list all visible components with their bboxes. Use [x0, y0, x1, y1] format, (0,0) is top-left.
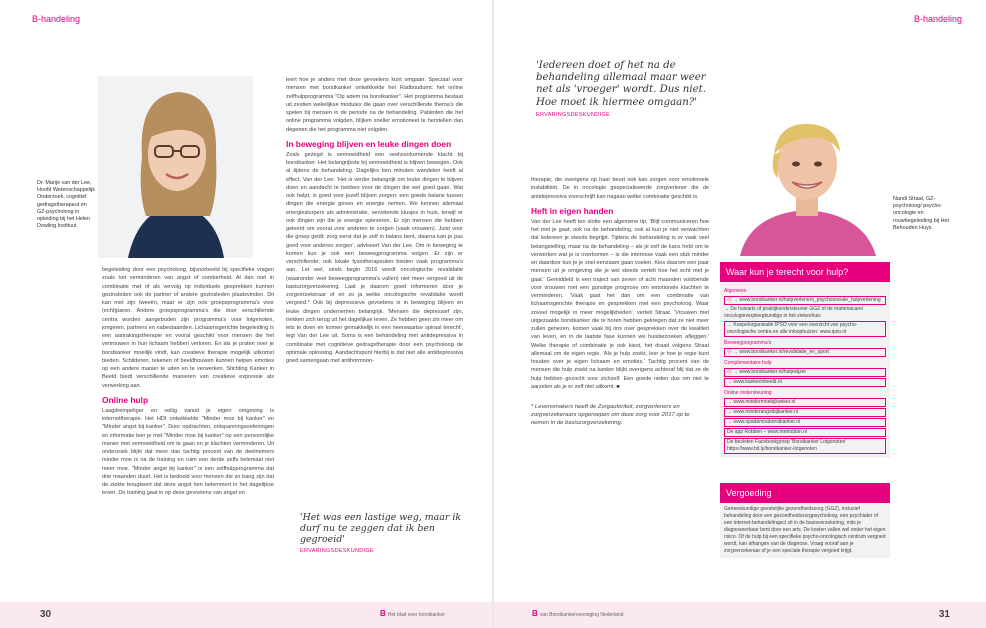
link-icon: ⓑ: [727, 297, 733, 303]
body-paragraph: Laagdrempeliger en veilig vanuit je eigen omgeving is internettherapie. Het HDI ontwikkelde "Minder moe bij kanker" en "Minder angst bij kanker". Door opdrachten, ontspanningsoefeningen en informatie leer je met "Minder moe bij kanker" op een persoonlijke manier met vermoeidheid om te gaan en je klachten verminderen. Uit onderzoek blijkt dat meer dan tachtig procent van de deelnemers minder moe is na de training en ruim een derde zelfs helemaal niet meer moe. "Minder angst bij kanker" is een zelfhulpprogramma dat drie maanden duurt. Het is bedoeld voor mensen die zo bang zijn dat de ziekte terugkeert dat deze angst hen belemmert in het dagelijkse leven. De training gaat in op deze gevoelens van angst en: [102, 407, 274, 497]
vergoeding-box-text: Geneeskundige geestelijke gezondheidszorg (GGZ), inclusief behandeling door een gezondheidszorgpsycholoog, een psychiater of een internet-behandeltraject zit in de basisverzekering, mits je diagnoseerbaar bent door een arts. De kosten vallen wel onder het eigen risico. Of de hulp bij een specifieke psycho-oncologisch centrum vergoed wordt, kan afhangen van de diagnose. Vraag vooraf aan je zorgverzekeraar of je een speciale therapie vergoed krijgt.: [720, 503, 890, 558]
help-link[interactable]: → www.kankerinbeeld.nl: [724, 378, 886, 387]
portrait-photo-straat: [726, 112, 888, 256]
footer-label: [532, 609, 623, 618]
quote-text: 'Het was een lastige weg, maar ik durf nu te zeggen dat ik ben gegroeid': [300, 512, 462, 545]
section-tag: B-handeling: [913, 14, 962, 24]
help-category: Beweegprogramma's: [724, 340, 772, 346]
left-page: [0, 0, 492, 628]
help-category: Online ondersteuning: [724, 390, 772, 396]
help-category: Algemeen: [724, 288, 747, 294]
portrait-illustration: [726, 112, 888, 256]
footer-logo-b: B: [532, 609, 538, 618]
right-column-1: [531, 176, 709, 428]
link-icon: ⓑ: [727, 349, 733, 355]
quote-source: ERVARINGSDESKUNDIGE: [300, 548, 374, 554]
help-link[interactable]: De app Robben – www.metrobbin.nl: [724, 428, 886, 437]
left-column-2: [286, 76, 463, 365]
help-link[interactable]: → www.minderangstbijkanker.nl: [724, 408, 886, 417]
help-link[interactable]: ⓑ→ www.borstkanker.nl/hulpverleners_psychosociale_hulpverlening: [724, 296, 886, 305]
help-link[interactable]: ⓑ→ www.borstkanker.nl/revalidatie_en_sport: [724, 348, 886, 357]
body-paragraph: begeleiding door een psycholoog, bijvoorbeeld bij specifieke vragen zoals het verminderen van angst of somberheid. Al dan niet in combinatie met of als vervolg op individuele gesprekken kunnen gezinsleden ook de partner of andere gezinsleden plaatsvinden. Dit kan met zijn tweeën, maar er zijn ook groepsprogramma's voor (echt)paren. Andere groepsprogramma's die door verschillende centra worden aangeboden zijn programma's voor lotgenoten, jongeren, partners en nabestaanden. Lichaamsgerichte begeleiding is een aanrakingstherapie en vooral geschikt voor mensen die het vertrouwen in hun lichaam hebben verloren. En als je praten over je borstkanker moeilijk vindt, kan creatieve therapie mogelijk uitkomst bieden. Schilderen, tekenen of beeldhouwen kunnen helpen emoties op een andere manier te uiten en te verwerken. Stichting Kanker in Beeld biedt verschillende manieren van creatieve expressie als verwerking aan.: [102, 267, 274, 389]
help-link[interactable]: ⓑ→ www.borstkanker.nl/hulpwijzer: [724, 368, 886, 377]
help-link[interactable]: → Koepelorganisatie IPSO voor een overzicht van psycho-oncologische centra en alle inloophuizen: www.ipso.nl: [724, 321, 886, 337]
help-link[interactable]: → www.opademnaborstkanker.nl: [724, 418, 886, 427]
body-paragraph: leert hoe je anders met deze gevoelens kunt omgaan. Speciaal voor mensen met borstkanker ontwikkelde het Radboudumc het online zelfhulpprogramma "Op adem na borstkanker". Het programma bestaat uit zestien wekelijkse modules die gaan over verschillende thema's die spelen bij mensen in de periode na de behandeling. Patiënten die het online programma volgden, blijken sneller emotioneel te herstellen dan degenen die het programma niet volgden.: [286, 77, 463, 133]
footer-text: Het blad over borstkanker: [387, 612, 446, 618]
quote-text: 'Iedereen doet of het na de behandeling allemaal maar weer net als 'vroeger' wordt. Dus niet. Hoe moet ik hiermee omgaan?': [536, 60, 706, 108]
portrait-illustration: [98, 76, 253, 258]
left-column-1: [102, 266, 274, 498]
photo-caption: Nandi Straat, GZ-psycholoog/ psycho-oncologie en rouwbegeleiding bij Het Behouden Huys.: [893, 196, 950, 231]
help-box-title: Waar kun je terecht voor hulp?: [720, 262, 890, 282]
link-icon: ⓑ: [727, 369, 733, 375]
footer-label: [380, 609, 445, 618]
footer-text: van Borstkankervereniging Nederland: [539, 612, 624, 618]
section-tag: B-handeling: [32, 14, 81, 24]
body-paragraph: Van der Lee heeft ten slotte een algemene tip: 'Blijf communiceren hoe het met je gaat, ook na de behandeling, ook al kun je niet verwachten dat iedereen je steeds begrijpt. Tijdens de behandeling is er vaak veel belangstelling, maar na de behandeling – als je zelf de kans hebt om te verwerken wat je is overkomen – is die interesse vaak een stuk minder en daardoor kun je je snel eenzaam gaan voelen. Kies daarom een paar mensen uit je omgeving die je wel steeds vertelt hoe het echt met je gaat.' Gemiddeld is een traject van zeven of acht maanden voldoende voor vrouwen met een gunstige prognose om emotionele klachten te verminderen. 'Vaak gaat het dan om een combinatie van lichaamsgerichte therapie en gesprekken met een psycholoog. Waar zoveel mogelijk in meer mogelijkheden', vertelt Straat. 'Vrouwen met uitgezaaide borstkanker die te horen hebben gekregen dat ze niet meer zullen genezen, komen vaak bij ons over gesprekken over de kwaliteit van leven, en in de laatste fase kunnen we huisbezoeken afleggen.' Welke therapie of combinatie je ook kiest, het draait volgens Straat allemaal om de eigen regie. 'Als je hulp zoekt, leer je hoe je regie kunt houden over je eigen lichaam en emoties.' Tachtig procent van de mensen die hulp zoekt na kanker blijkt overigens achteraf blij dat ze de hulp hebben gezocht voor zichzelf. Een goede reden dus om niet te aarzelen als je er zelf niet uitkomt. ■: [531, 218, 709, 390]
footnote: * Levensmakers heeft de Zorgautoriteit, zorgverleners en zorgverzekeraars opgeroepen om deze zorg voor 2017 op te nemen in de basiszorgverzekering.: [531, 404, 690, 427]
help-box-body: [720, 282, 890, 458]
body-paragraph: Zoals gezegd is vermoeidheid een veelvoorkomende klacht bij borstkanker. Het belangrijkste bij vermoeidheid is blijven bewegen. Ook al tijdens de behandeling. Dagelijks tien minuten wandelen heeft al effect. Van der Lee: 'Het is verder belangrijk om leuke dingen te blijven doen en aandacht te hebben voor de dingen die wel goed gaan. Wat ook helpt, is goed voor jezelf blijven zorgen: een goede balans tussen dingen die energie geven en energie nemen. We kennen allemaal energieslurpers als administratie, vervelende klusjes in huis, terwijl er ook dingen zijn die je energie opleveren. Er zijn mensen die hebben geleerd om vooral voor anderen te zorgen (vaak vrouwen). Juist voor die groep geldt: zorg eerst dat je zelf in balans bent, daarna kan je pas goed voor anderen zorgen', adviseert Van der Lee. Om in beweging te komen kun je ook een beweegprogramma volgen. Er zijn er verschillende; ook lokale fysiotherapeuten bieden vaak programma's aan. Let wel, sinds begin 2016 wordt oncologische revalidatie (waaronder veel beweegprogramma's vallen) niet meer vergoed uit de basiszorgverzekering. Laat je daarom goed informeren door je zorgverzekeraar of en zo ja welke oncologische revalidatie wordt vergoed.* Ook bij depressieve gevoelens is in beweging blijven en leuke dingen ondernemen belangrijk. 'Mensen die depressief zijn, trekken zich terug uit het dagelijkse leven. Ze hebben geen zin meer om iets te doen en komen gemakkelijk in een neerwaartse spiraal terecht', legt Van der Lee uit. Soms is een behandeling met antidepressiva in combinatie met cognitieve gedragstherapie door een psycholoog de optimale oplossing. Aandachtspunt hierbij is dat niet alle antidepressiva goed samengaan met antihormoon-: [286, 151, 463, 364]
section-heading-regie: Heft in eigen handen: [531, 205, 614, 216]
vergoeding-box-title: Vergoeding: [720, 483, 890, 503]
body-paragraph: therapie, die overigens op haar beurt ook kan zorgen voor emotionele instabiliteit. De in oncologie gespecialiseerde zorgverlener die de antidepressiva voorschrijft kan nagaan welke combinatie geschikt is.: [531, 177, 709, 200]
help-box: [720, 262, 890, 458]
page-number: 31: [938, 609, 950, 620]
quote-source: ERVARINGSDESKUNDIGE: [536, 111, 610, 118]
section-heading-online: Online hulp: [102, 394, 149, 405]
page-number: 30: [40, 609, 52, 620]
footer-logo-b: B: [380, 609, 386, 618]
section-heading-beweging: In beweging blijven en leuke dingen doen: [286, 138, 452, 149]
help-item: → De huisarts of praktijkondersteuner GGZ of de mammacare/ oncologieverpleegkundige in het ziekenhuis: [724, 306, 864, 319]
right-page: [494, 0, 986, 628]
help-link[interactable]: → www.mindermoebijkanker.nl: [724, 398, 886, 407]
pull-quote-right: [536, 60, 714, 118]
portrait-photo-van-der-lee: [98, 76, 253, 258]
help-category: Complementaire hulp: [724, 360, 772, 366]
pull-quote-left: [300, 512, 468, 554]
photo-caption: Dr. Marije van der Lee, Hoofd Wetenschappelijk Onderzoek, cognitief gedragstherapeut en GZ-psycholoog in opleiding bij het Helen Dowling Instituut: [37, 180, 96, 230]
vergoeding-box: [720, 483, 890, 558]
help-link[interactable]: De besloten Facebookgroep 'Borstkanker Lotgenoten' https://www.bit.ly/borstkanker-lotgenoten: [724, 438, 886, 454]
